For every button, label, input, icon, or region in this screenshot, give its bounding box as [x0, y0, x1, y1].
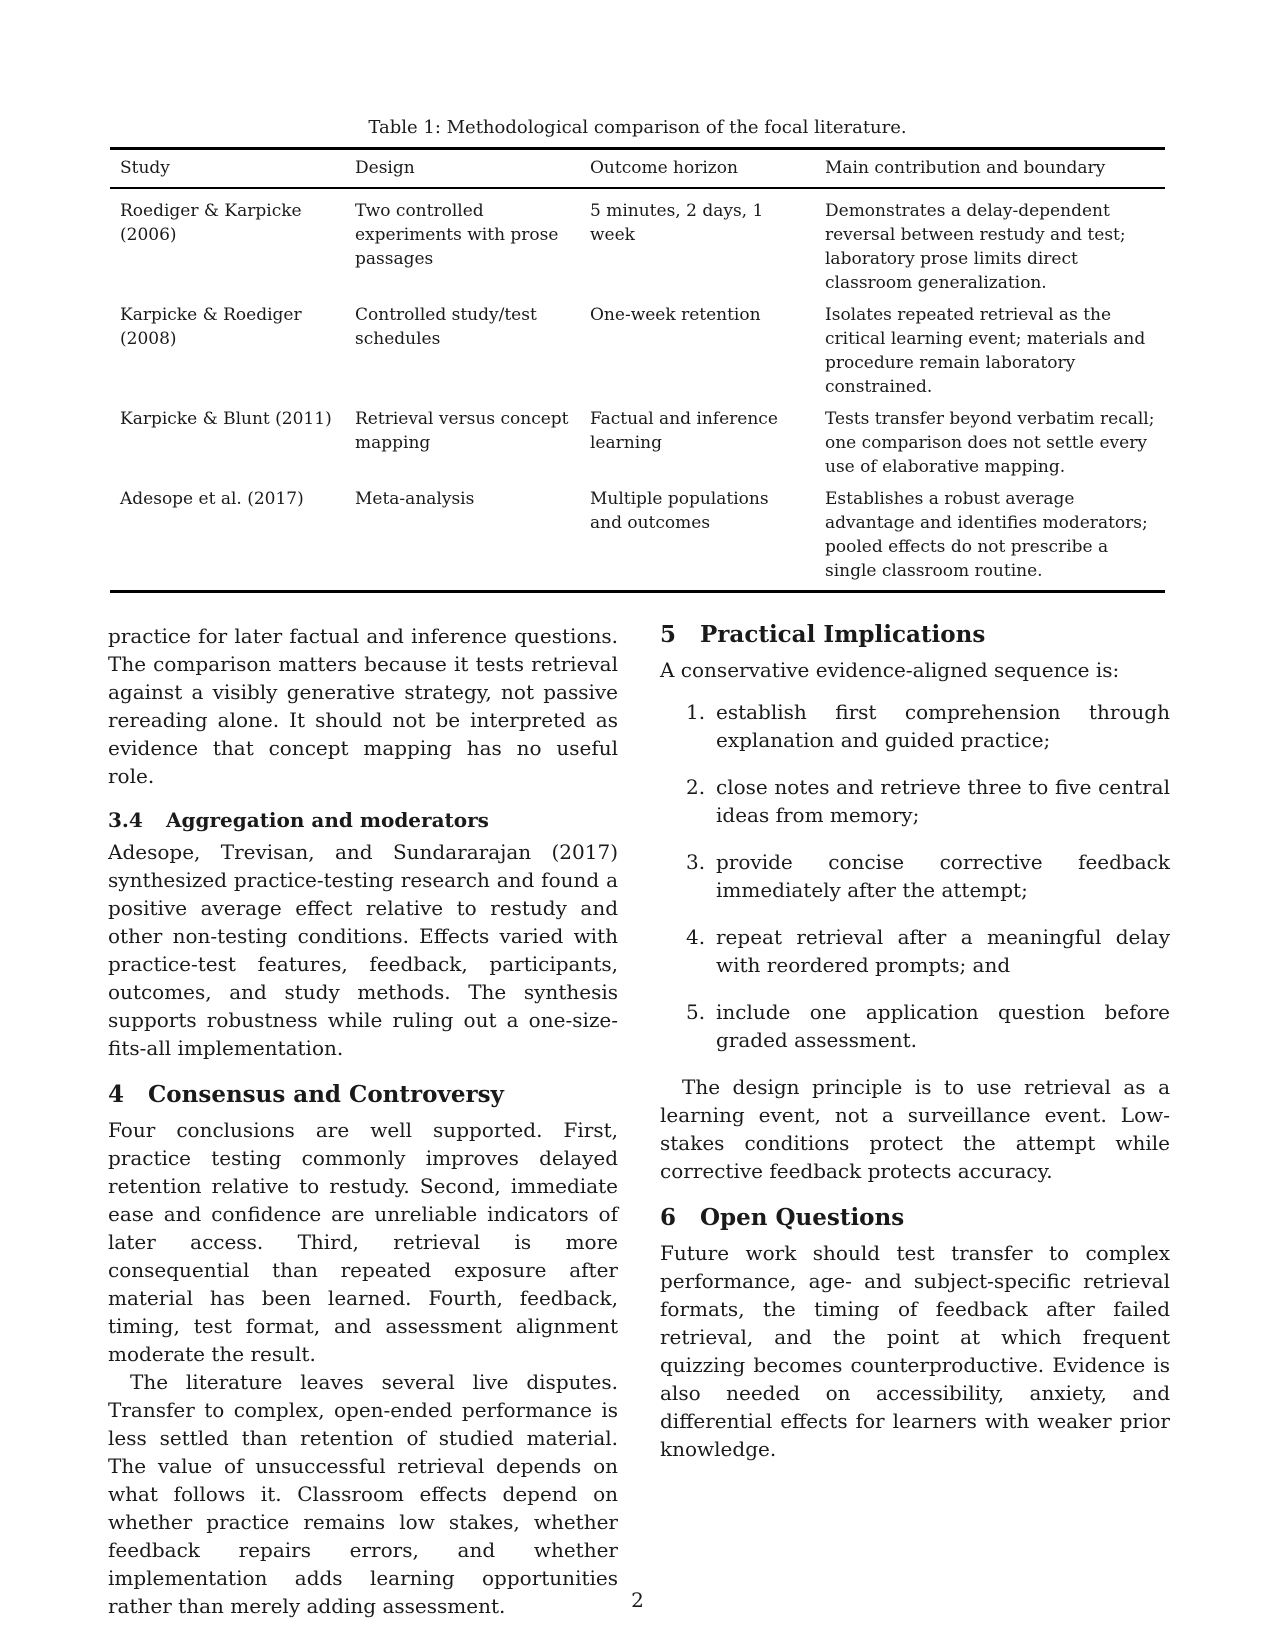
list-item-text: close notes and retrieve three to five central ideas from memory;: [716, 775, 1170, 827]
section-heading-practical-implications: [660, 620, 1170, 650]
list-item-text: include one application question before graded assessment.: [716, 1000, 1170, 1052]
cell-outcome-horizon: Factual and inference learning: [590, 409, 778, 453]
column-header-outcome-horizon: Outcome horizon: [580, 149, 815, 189]
right-column: [660, 622, 1170, 1463]
section-heading-consensus: [108, 1080, 618, 1110]
cell-study: Karpicke & Roediger (2008): [120, 305, 302, 349]
cell-study: Roediger & Karpicke (2006): [120, 201, 302, 245]
subsection-title: Aggregation and moderators: [166, 808, 489, 832]
list-item-text: establish first comprehension through explanation and guided practice;: [716, 700, 1170, 752]
section-title: Open Questions: [700, 1204, 905, 1231]
table-row: [110, 401, 1165, 481]
continuation-paragraph: practice for later factual and inference questions. The comparison matters because it tests retrieval against a visibly generative strategy, not passive rereading alone. It should not be interpreted as evidence that concept mapping has no useful role.: [108, 624, 618, 788]
left-column: [108, 622, 618, 1620]
cell-contribution: Demonstrates a delay-dependent reversal between restudy and test; laboratory prose limits direct classroom generalization.: [825, 201, 1126, 293]
list-item-text: provide concise corrective feedback immediately after the attempt;: [716, 850, 1170, 902]
page-number: 2: [631, 1588, 644, 1612]
column-header-study: Study: [110, 149, 345, 189]
cell-contribution: Establishes a robust average advantage and identifies moderators; pooled effects do not prescribe a single classroom routine.: [815, 481, 1165, 592]
list-item: 5. include one application question before graded assessment.: [686, 1000, 1170, 1052]
consensus-paragraph: Four conclusions are well supported. First, practice testing commonly improves delayed retention relative to restudy. Second, immediate ease and confidence are unreliable indicators of later access. Third, retrieval is more consequential than repeated exposure after material has been learned. Fourth, feedback, timing, test format, and assessment alignment moderate the result.: [108, 1118, 618, 1366]
section-number: 4: [108, 1081, 125, 1108]
subsection-heading-aggregation: [108, 806, 618, 834]
list-item: 4. repeat retrieval after a meaningful delay with reordered prompts; and: [686, 925, 1170, 977]
cell-study: Adesope et al. (2017): [110, 481, 345, 592]
section-title: Practical Implications: [700, 621, 986, 648]
cell-outcome-horizon: One-week retention: [590, 305, 761, 325]
table-row: [110, 481, 1165, 592]
table-caption: Table 1: Methodological comparison of the focal literature.: [368, 117, 907, 138]
implications-intro: A conservative evidence-aligned sequence is:: [660, 658, 1120, 682]
list-item-text: repeat retrieval after a meaningful delay with reordered prompts; and: [716, 925, 1170, 977]
section-title: Consensus and Controversy: [148, 1081, 504, 1108]
cell-design: Controlled study/test schedules: [355, 305, 537, 349]
table-row: [110, 188, 1165, 297]
table-row: [110, 297, 1165, 401]
column-header-contribution: Main contribution and boundary: [815, 149, 1165, 189]
design-principle-paragraph: The design principle is to use retrieval as a learning event, not a surveillance event. Low-stakes conditions protect the attempt while corrective feedback protects accuracy.: [660, 1075, 1170, 1183]
controversy-paragraph: The literature leaves several live disputes. Transfer to complex, open-ended performance is less settled than retention of studied material. The value of unsuccessful retrieval depends on what follows it. Classroom effects depend on whether practice remains low stakes, whether feedback repairs errors, and whether implementation adds learning opportunities rather than merely adding assessment.: [108, 1370, 618, 1618]
cell-contribution: Tests transfer beyond verbatim recall; one comparison does not settle every use of elaborative mapping.: [825, 409, 1155, 477]
list-item: 1. establish first comprehension through explanation and guided practice;: [686, 700, 1170, 752]
list-item: 3. provide concise corrective feedback immediately after the attempt;: [686, 850, 1170, 902]
open-questions-paragraph: Future work should test transfer to complex performance, age- and subject-specific retrieval formats, the timing of feedback after failed retrieval, and the point at which frequent quizzing becomes counterproductive. Evidence is also needed on accessibility, anxiety, and differential effects for learners with weaker prior knowledge.: [660, 1241, 1170, 1461]
cell-design: Retrieval versus concept mapping: [355, 409, 569, 453]
subsection-number: 3.4: [108, 808, 143, 832]
section-number: 6: [660, 1204, 677, 1231]
table-header-row: [110, 149, 1165, 189]
list-item: 2. close notes and retrieve three to five central ideas from memory;: [686, 775, 1170, 827]
comparison-table: [110, 147, 1165, 593]
cell-outcome-horizon: 5 minutes, 2 days, 1 week: [590, 201, 764, 245]
cell-study: Karpicke & Blunt (2011): [120, 409, 332, 429]
cell-design: Meta-analysis: [345, 481, 580, 592]
cell-contribution: Isolates repeated retrieval as the critical learning event; materials and procedure remain laboratory constrained.: [825, 305, 1146, 397]
cell-design: Two controlled experiments with prose passages: [355, 201, 559, 269]
sequence-list: [660, 698, 1170, 1054]
column-header-design: Design: [345, 149, 580, 189]
section-heading-open-questions: [660, 1203, 1170, 1233]
aggregation-paragraph: Adesope, Trevisan, and Sundararajan (2017) synthesized practice-testing research and found a positive average effect relative to restudy and other non-testing conditions. Effects varied with practice-test features, feedback, participants, outcomes, and study methods. The synthesis supports robustness while ruling out a one-size-fits-all implementation.: [108, 840, 618, 1060]
section-number: 5: [660, 621, 677, 648]
cell-outcome-horizon: Multiple populations and outcomes: [580, 481, 815, 592]
